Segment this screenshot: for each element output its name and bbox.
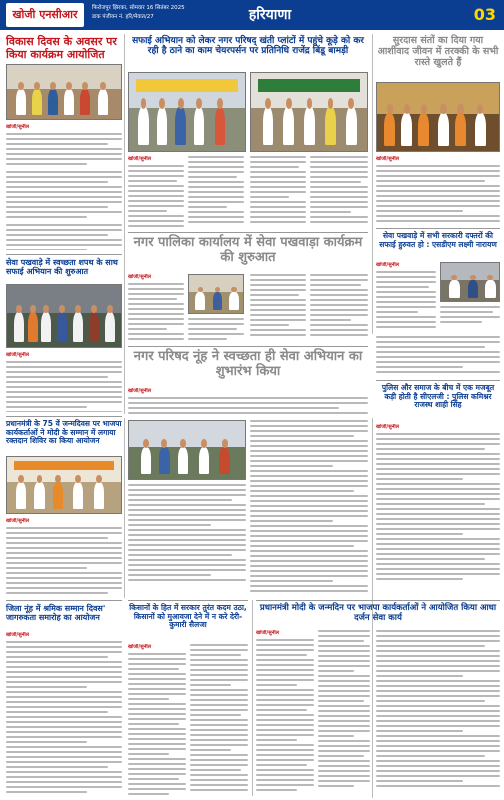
article-body <box>376 630 500 796</box>
section-divider <box>376 228 500 229</box>
article-body <box>250 420 368 596</box>
article-body <box>6 124 122 250</box>
article-body <box>128 484 246 596</box>
article-headline: किसानों के हित में सरकार तुरंत कदम उठा, किसानों को मुआवजा देने में न करे देरी-कुमारी सैलजा <box>129 603 247 630</box>
article-body <box>376 156 500 224</box>
section-title: हरियाणा <box>248 7 292 23</box>
article-body <box>128 644 186 796</box>
article-body <box>376 424 500 582</box>
article-body <box>318 630 370 796</box>
event-photo <box>440 262 500 302</box>
article-body <box>190 644 248 796</box>
article-byline: खोजी/सुनील <box>376 424 400 430</box>
article-body <box>6 632 122 796</box>
article-byline: खोजी/सुनील <box>376 262 400 268</box>
event-photo <box>250 72 368 152</box>
article-body <box>128 274 184 342</box>
article-body <box>440 306 500 330</box>
event-photo <box>6 64 122 120</box>
section-divider <box>256 600 500 601</box>
article-byline: खोजी/सुनील <box>376 156 400 162</box>
event-photo <box>6 456 122 514</box>
article-headline: पुलिस और समाज के बीच में एक मजबूत कड़ी होती है सीएलजी : पुलिस कमिश्नर राजस्थ शाही सिंह <box>381 383 495 410</box>
article-body <box>128 156 184 228</box>
article-byline: खोजी/सुनील <box>128 274 152 280</box>
event-photo <box>128 72 246 152</box>
article-body <box>6 352 122 412</box>
registration-text: डाक पंजीयन नं. हरि/मेवात/27 <box>92 14 154 20</box>
article-body <box>128 388 368 414</box>
article-byline: खोजी/सुनील <box>256 630 280 636</box>
article-headline: सफाई अभियान को लेकर नगर परिषद् खंती प्लांटों में पहुंचे कूडे़ को कर रही है ठाने का काम चेयरपर्सन पर प्रतिनिधि राजेंद्र बिंडू बामड़ी <box>132 36 364 57</box>
article-headline: सेवा पखवाड़े में स्वच्छता शपथ के साथ सफाई अभियान की शुरुआत <box>6 258 118 277</box>
article-byline: खोजी/सुनील <box>6 632 30 638</box>
article-byline: खोजी/सुनील <box>6 124 30 130</box>
masthead <box>0 0 504 30</box>
article-byline: खोजी/सुनील <box>6 518 30 524</box>
article-headline: सेवा पखवाड़े में सभी सरकारी दफ्तरों की सफाई हुरुवत हो : एसडीएम लक्ष्मी नारायण <box>379 231 497 249</box>
event-photo <box>128 420 246 480</box>
column-divider <box>252 600 253 796</box>
article-headline: विकास दिवस के अवसर पर किया कार्यक्रम आयोजित <box>6 35 117 61</box>
event-photo <box>6 284 122 348</box>
column-divider <box>372 34 373 334</box>
section-divider <box>6 254 122 255</box>
article-byline: खोजी/सुनील <box>128 644 152 650</box>
article-headline: जिला नूंह में श्रमिक सम्मान दिवस' जागरुकता समारोह का आयोजन <box>6 604 106 623</box>
article-body <box>250 156 306 228</box>
article-body <box>376 336 500 376</box>
article-byline: खोजी/सुनील <box>128 388 152 394</box>
date-line <box>92 4 212 22</box>
article-body <box>188 318 244 342</box>
article-body <box>310 274 368 342</box>
section-divider <box>6 600 122 601</box>
article-headline: प्रधानमंत्री मोदी के जन्मदिन पर भाजपा कार्यकर्ताओं ने आयोजित किया आधा दर्जन सेवा कार्य <box>259 603 497 623</box>
date-text: फिरोजपुर झिरका, सोमवार 16 सितंबर 2025 <box>92 5 185 11</box>
article-body <box>6 518 122 596</box>
section-divider <box>128 346 368 347</box>
event-photo <box>188 274 244 314</box>
column-divider <box>124 418 125 598</box>
article-body <box>188 156 244 228</box>
article-headline: सुरदास संतों का दिया गया आर्शीवाद जीवन में तरक्की के सभी रास्ते खुलते हैं <box>377 35 499 68</box>
article-byline: खोजी/सुनील <box>128 156 152 162</box>
article-headline: नगर पालिका कार्यालय में सेवा पखवाड़ा कार्यक्रम की शुरुआत <box>133 235 363 265</box>
section-divider <box>376 380 500 381</box>
article-body <box>376 262 436 330</box>
newspaper-logo: खोजी एनसीआर <box>6 3 84 27</box>
section-divider <box>6 416 122 417</box>
article-body <box>310 156 368 228</box>
article-byline: खोजी/सुनील <box>6 352 30 358</box>
page-number: 03 <box>473 5 496 24</box>
event-photo <box>376 82 500 152</box>
section-divider <box>128 600 248 601</box>
article-body <box>256 630 314 796</box>
article-headline: नगर परिषद नूंह ने स्वच्छता ही सेवा अभियान का शुभारंभ किया <box>133 349 363 379</box>
article-headline: प्रधानमंत्री के 75 वें जन्मदिवस पर भाजपा कार्यकर्ताओं ने मोदी के सम्मान में लगाया रक्तदान शिविर का किया आयोजन <box>6 419 122 446</box>
section-divider <box>128 232 368 233</box>
column-divider <box>124 34 125 414</box>
article-body <box>250 274 306 342</box>
